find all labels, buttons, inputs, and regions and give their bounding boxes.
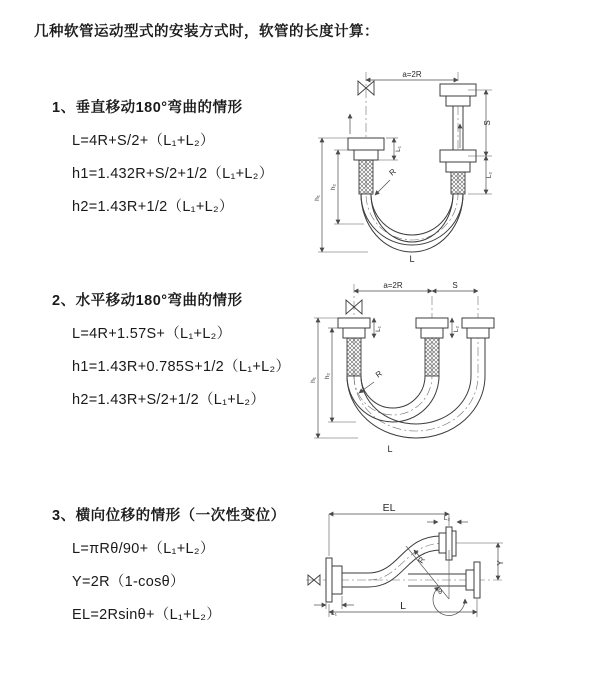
dimension-a2r-label: a=2R — [402, 70, 422, 79]
radius-leader — [375, 180, 390, 195]
braid-section — [451, 172, 465, 194]
formula-line: h1=1.43R+0.785S+1/2（L₁+L₂） — [72, 359, 291, 375]
flange-hub — [421, 328, 443, 338]
dimension-h1-label: h₁ — [314, 195, 321, 201]
hose-u-bend — [347, 376, 485, 438]
diagram-horizontal-180-bend — [306, 276, 596, 460]
section-3-heading: 3、横向位移的情形（一次性变位） — [52, 508, 286, 524]
flange-hub — [466, 570, 474, 590]
radius-label: R — [373, 368, 384, 380]
formula-line: h1=1.432R+S/2+1/2（L₁+L₂） — [72, 166, 274, 182]
flange-hub — [467, 328, 489, 338]
braid-section — [359, 160, 373, 194]
flange-hub — [343, 328, 365, 338]
radius-label: R — [416, 555, 427, 566]
flange — [416, 318, 448, 328]
length-label: L — [387, 444, 393, 454]
flange-hub — [332, 566, 342, 594]
dimension-s-label: S — [452, 281, 458, 290]
formula-line: L=4R+1.57S+（L₁+L₂） — [72, 326, 232, 342]
dimension-h2-label: h₂ — [330, 183, 337, 191]
section-3 — [52, 504, 286, 624]
section-2 — [52, 289, 290, 409]
dimension-l1-label: L₁ — [331, 610, 337, 617]
hose-centerline — [354, 376, 478, 431]
flange-backing — [452, 531, 456, 556]
formula-line: L=4R+S/2+（L₁+L₂） — [72, 133, 215, 149]
page-title: 几种软管运动型式的安装方式时，软管的长度计算： — [34, 24, 379, 40]
flange — [474, 562, 480, 598]
dimension-l1-label: L₁ — [375, 326, 382, 332]
formula-line: Y=2R（1-cosθ） — [72, 574, 185, 590]
section-1-heading: 1、垂直移动180°弯曲的情形 — [52, 100, 243, 116]
flange — [462, 318, 494, 328]
dimension-y-label: Y — [496, 560, 505, 566]
dimension-s-label: S — [483, 120, 492, 126]
flange — [326, 558, 332, 602]
flange-hub — [446, 96, 470, 106]
length-label: L — [409, 254, 415, 264]
dimension-l2-label: L₂ — [453, 325, 460, 333]
braid-section — [425, 338, 439, 376]
angle-label: θ — [438, 589, 442, 596]
radius-label: R — [387, 166, 398, 178]
diagram-lateral-displacement — [298, 500, 598, 652]
diagram-vertical-180-bend — [308, 64, 588, 264]
section-1 — [52, 96, 274, 216]
formula-line: h2=1.43R+S/2+1/2（L₁+L₂） — [72, 392, 266, 408]
formula-line: h2=1.43R+1/2（L₁+L₂） — [72, 199, 234, 215]
dimension-h2-label: h₂ — [324, 372, 331, 380]
hose-centerline — [366, 162, 458, 240]
dimension-h1-label: h₁ — [310, 377, 317, 383]
hose-s-curve — [368, 536, 445, 587]
dimension-el-label: EL — [382, 502, 396, 514]
flange-hub — [354, 150, 378, 160]
flange-hub — [446, 162, 470, 172]
flange — [338, 318, 370, 328]
dimension-a2r-label: a=2R — [383, 281, 403, 290]
formula-line: L=πRθ/90+（L₁+L₂） — [72, 541, 215, 557]
dimension-l2-label: L₂ — [486, 171, 493, 179]
dimension-l-label: L — [400, 600, 406, 612]
braid-section — [347, 338, 361, 376]
section-2-heading: 2、水平移动180°弯曲的情形 — [52, 293, 243, 309]
dimension-l1-label: L₁ — [395, 146, 402, 152]
flange — [348, 138, 384, 150]
dimension-l2-label: L₂ — [443, 515, 451, 522]
radius-construction-line — [406, 546, 449, 599]
formula-line: EL=2Rsinθ+（L₁+L₂） — [72, 607, 222, 623]
flange-hub — [439, 533, 446, 553]
